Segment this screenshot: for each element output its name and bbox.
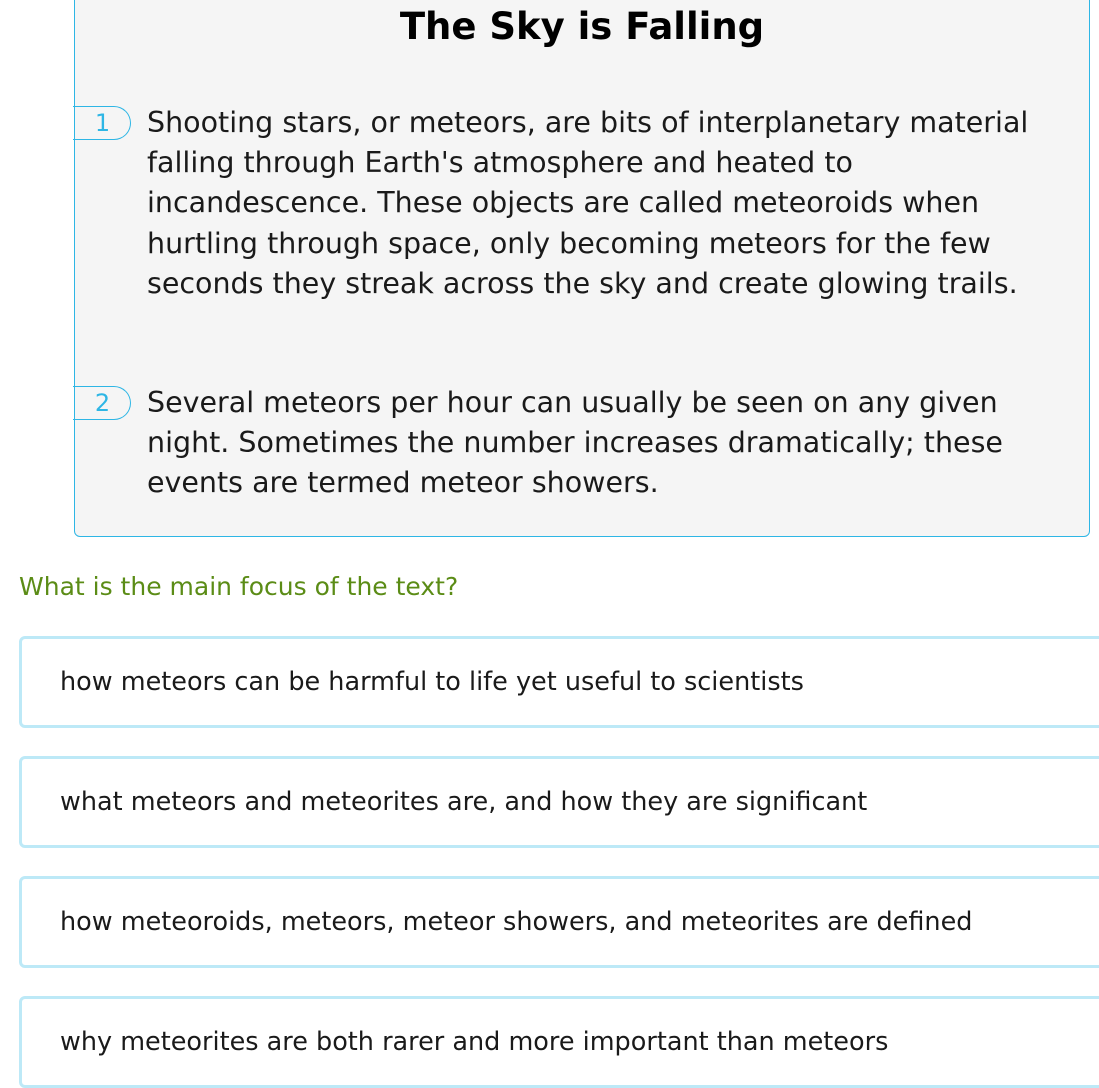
answer-choice-label: what meteors and meteorites are, and how they are significant <box>60 787 868 817</box>
answer-choice-label: why meteorites are both rarer and more important than meteors <box>60 1027 889 1057</box>
passage-title: The Sky is Falling <box>399 5 765 48</box>
answer-choice-4[interactable] <box>19 996 1099 1088</box>
paragraph-text: Shooting stars, or meteors, are bits of interplanetary material falling through Earth's atmosphere and heated to incandescence. These objects are called meteoroids when hurtling through space, only becoming meteors for the few seconds they streak across the sky and create glowing trails. <box>147 106 1029 300</box>
answer-choice-1[interactable] <box>19 636 1099 728</box>
answer-choice-label: how meteoroids, meteors, meteor showers, and meteorites are defined <box>60 907 973 937</box>
answer-choice-3[interactable] <box>19 876 1099 968</box>
paragraph-number-badge: 2 <box>73 386 131 420</box>
answer-choice-label: how meteors can be harmful to life yet useful to scientists <box>60 667 804 697</box>
reading-passage <box>74 0 1090 537</box>
paragraph-number-badge: 1 <box>73 106 131 140</box>
paragraph-text: Several meteors per hour can usually be seen on any given night. Sometimes the number increases dramatically; these events are termed meteor showers. <box>147 386 1003 500</box>
answer-choice-2[interactable] <box>19 756 1099 848</box>
question-prompt: What is the main focus of the text? <box>19 572 459 601</box>
